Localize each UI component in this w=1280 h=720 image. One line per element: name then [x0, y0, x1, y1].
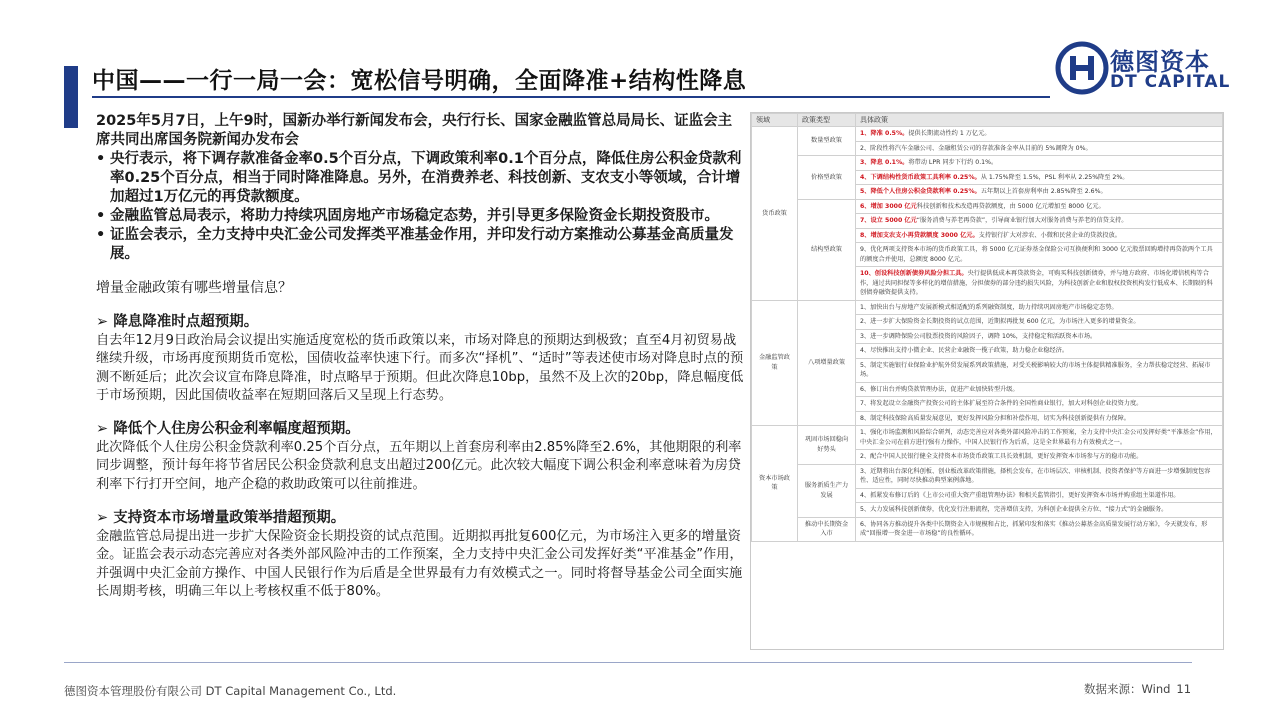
- table-header-cell: 政策类型: [798, 114, 856, 127]
- policy-text: 9、优化两项支持资本市场的货币政策工具，将 5000 亿元证券基金保险公司互换便利和 3000 亿元股票回购增持再贷款两个工具的额度合并使用，总额度 8000 亿元。: [860, 246, 1213, 263]
- data-source: 数据来源：Wind: [1084, 682, 1171, 696]
- policy-detail-cell: [856, 267, 1223, 301]
- policy-text: 提供长期流动性约 1 万亿元。: [908, 130, 991, 137]
- policy-domain-cell: 金融监管政策: [752, 300, 798, 426]
- footer-divider: [64, 662, 1192, 663]
- policy-text: 2、配合中国人民银行健全支持资本市场货币政策工具长效机制，更好发挥资本市场参与方的稳市功能。: [860, 453, 1143, 460]
- policy-text: 科技创新和技术改造再贷款额度，由 5000 亿元增加至 8000 亿元。: [916, 202, 1105, 210]
- key-point: • 央行表示，将下调存款准备金率0.5个百分点，下调政策利率0.1个百分点，降低住房公积金贷款利率0.25个百分点，相当于同时降准降息。另外，在消费养老、科技创新、支农支小等领域，合计增加超过1万亿元的再贷款额度。: [110, 150, 744, 207]
- policy-type-cell: 服务新质生产力发展: [798, 464, 856, 517]
- section-body: 自去年12月9日政治局会议提出实施适度宽松的货币政策以来，市场对降息的预期达到极致；直至4月初贸易战继续升级，市场再度预期货币宽松，国债收益率快速下行。而多次“择机”、“适时”等表述使市场对降息时点的预测不断延后；此次会议宣布降息降准，时点略早于预期。但此次降息10bp，虽然不及上次的20bp，降息幅度低于市场预期，因此国债收益率在短期回落后又呈现上行态势。: [96, 333, 744, 403]
- table-row: [752, 426, 1223, 450]
- key-point: • 证监会表示，全力支持中央汇金公司发挥类平准基金作用，并印发行动方案推动公募基金高质量发展。: [110, 226, 744, 264]
- policy-detail-cell: [856, 214, 1223, 229]
- table-row: [752, 156, 1223, 171]
- policy-type-cell: 数量型政策: [798, 127, 856, 156]
- table-header-cell: 具体政策: [856, 114, 1223, 127]
- policy-text: 5、大力发展科技创新债券，优化发行注册流程，完善增信支持，为科创企业提供全方位、“接力式”的金融服务。: [860, 506, 1168, 513]
- policy-text: 3、进一步调降保险公司股票投资的风险因子，调降 10%，支持稳定和活跃资本市场。: [860, 332, 1097, 340]
- policy-text: 4、抓紧发布修订后的《上市公司重大资产重组管理办法》和相关监管指引，更好发挥资本市场并购重组主渠道作用。: [860, 491, 1180, 499]
- policy-detail-cell: [856, 228, 1223, 243]
- policy-domain-cell: 货币政策: [752, 127, 798, 301]
- policy-detail-cell: [856, 517, 1223, 541]
- policy-detail-cell: [856, 464, 1223, 488]
- table-row: [752, 199, 1223, 214]
- policy-type-cell: 巩固市场回稳向好势头: [798, 426, 856, 465]
- policy-detail-cell: [856, 397, 1223, 412]
- policy-detail-cell: [856, 185, 1223, 200]
- policy-highlight: 10、创设科技创新债券风险分担工具。: [860, 270, 968, 277]
- policy-detail-cell: [856, 382, 1223, 397]
- key-point: • 金融监管总局表示，将助力持续巩固房地产市场稳定态势，并引导更多保险资金长期投资股市。: [110, 207, 744, 226]
- policy-text: 将带动 LPR 同步下行约 0.1%。: [908, 159, 998, 166]
- policy-type-cell: 推动中长期资金入市: [798, 517, 856, 541]
- policy-detail-cell: [856, 503, 1223, 518]
- table-row: [752, 300, 1223, 315]
- policy-text: 2、阶段性将汽车金融公司、金融租赁公司的存款准备金率从目前的 5%调降为 0%。: [860, 144, 1092, 152]
- policy-text: 6、修订出台并购贷款管理办法，促进产业加快转型升级。: [860, 385, 1019, 393]
- policy-table-image: [750, 112, 1224, 650]
- policy-table-body: [752, 127, 1223, 542]
- policy-detail-cell: [856, 426, 1223, 450]
- policy-highlight: 7、设立 5000 亿元: [860, 217, 917, 224]
- page-title: 中国——一行一局一会：宽松信号明确，全面降准+结构性降息: [92, 68, 747, 94]
- policy-text: 8、制定科技保险高质量发展意见，更好发挥风险分担和补偿作用，切实为科技创新提供有力保障。: [860, 414, 1130, 422]
- table-row: [752, 517, 1223, 541]
- left-text-column: [96, 112, 744, 601]
- policy-type-cell: 价格型政策: [798, 156, 856, 200]
- policy-detail-cell: [856, 315, 1223, 330]
- table-header-cell: 领域: [752, 114, 798, 127]
- table-row: [752, 127, 1223, 142]
- policy-text: 4、尽快推出支持小微企业、民营企业融资一揽子政策，助力稳企业稳经济。: [860, 347, 1069, 354]
- policy-detail-cell: [856, 141, 1223, 156]
- policy-detail-cell: [856, 488, 1223, 503]
- policy-detail-cell: [856, 300, 1223, 315]
- policy-highlight: 8、增加支农支小再贷款额度 3000 亿元。: [860, 231, 979, 239]
- footer-source-block: [1084, 681, 1191, 697]
- policy-detail-cell: [856, 156, 1223, 171]
- policy-text: 5、制定实施银行业保险业护航外贸发展系列政策措施，对受关税影响较大的市场主体提供精准服务，全力帮扶稳定经营、拓展市场。: [860, 361, 1211, 378]
- section-heading: ➢ 支持资本市场增量政策举措超预期。: [96, 510, 346, 527]
- key-points-list: [96, 150, 744, 264]
- policy-detail-cell: [856, 243, 1223, 267]
- section-heading: ➢ 降低个人住房公积金利率幅度超预期。: [96, 421, 360, 438]
- policy-text: 支持银行扩大对涉农、小微和民营企业的贷款投放。: [978, 231, 1121, 239]
- table-row: [752, 464, 1223, 488]
- policy-text: 1、加快出台与房地产发展新模式相适配的系列融资制度，助力持续巩固房地产市场稳定态势。: [860, 303, 1118, 311]
- policy-text: “服务消费与养老再贷款”，引导商业银行加大对服务消费与养老的信贷支持。: [916, 217, 1128, 224]
- logo-text-en: DT CAPITAL: [1110, 72, 1231, 92]
- section-question: 增量金融政策有哪些增量信息？: [96, 280, 292, 296]
- policy-text: 从 1.75%降至 1.5%，PSL 利率从 2.25%降至 2%。: [980, 173, 1129, 181]
- policy-domain-cell: 资本市场政策: [752, 426, 798, 542]
- section-heading: ➢ 降息降准时点超预期。: [96, 314, 259, 330]
- policy-detail-cell: [856, 411, 1223, 426]
- policy-detail-cell: [856, 170, 1223, 185]
- policy-type-cell: 结构型政策: [798, 199, 856, 300]
- page-number: 11: [1176, 682, 1192, 696]
- lead-paragraph: 2025年5月7日，上午9时，国新办举行新闻发布会，央行行长、国家金融监管总局局长、证监会主席共同出席国务院新闻办发布会: [96, 113, 733, 148]
- policy-text: 五年期以上首套房利率由 2.85%降至 2.6%。: [980, 188, 1107, 195]
- footer-company: 德图资本管理股份有限公司 DT Capital Management Co., Ltd.: [64, 684, 397, 698]
- policy-detail-cell: [856, 199, 1223, 214]
- policy-text: 1、强化市场监测和风险综合研判，动态完善应对各类外部风险冲击的工作预案，全力支持中央汇金公司发挥好类“平准基金”作用，中央汇金公司在前方进行强有力操作，中国人民银行作为后盾，这是全世界最有力有效模式之一。: [860, 429, 1217, 446]
- policy-detail-cell: [856, 358, 1223, 382]
- policy-highlight: 3、降息 0.1%。: [860, 159, 909, 166]
- policy-detail-cell: [856, 329, 1223, 344]
- table-header-row: [752, 114, 1223, 127]
- policy-highlight: 6、增加 3000 亿元: [860, 202, 917, 210]
- policy-highlight: 1、降准 0.5%。: [860, 130, 909, 137]
- policy-text: 6、协同各方推动提升各类中长期资金入市规模和占比，抓紧印发和落实《推动公募基金高质量发展行动方案》，今天就发布，形成“回报增一资金进一市场稳”的良性循环。: [860, 520, 1208, 537]
- section-body: 金融监管总局提出进一步扩大保险资金长期投资的试点范围。近期拟再批复600亿元，为市场注入更多的增量资金。证监会表示动态完善应对各类外部风险冲击的工作预案，全力支持中央汇金公司发挥好类“平准基金”作用，并强调中央汇金前方操作、中国人民银行作为后盾是全世界最有力有效模式之一。同时将督导基金公司全面实施长周期考核，明确三年以上考核权重不低于80%。: [96, 529, 743, 599]
- section-body: 此次降低个人住房公积金贷款利率0.25个百分点，五年期以上首套房利率由2.85%降至2.6%，其他期限的利率同步调整，预计每年将节省居民公积金贷款利息支出超过200亿元。此次较大幅度下调公积金利率意味着为房贷利率下行打开空间，地产企稳的救助政策可以往前推进。: [96, 440, 742, 492]
- logo-text-cn: 德图资本: [1110, 48, 1210, 76]
- policy-type-cell: 八项增量政策: [798, 300, 856, 426]
- policy-detail-cell: [856, 344, 1223, 359]
- policy-highlight: 4、下调结构性货币政策工具利率 0.25%。: [860, 173, 981, 181]
- title-divider: [92, 96, 1050, 98]
- policy-text: 2、进一步扩大保险资金长期投资的试点范围，近期拟再批复 600 亿元，为市场注入更多的增量资金。: [860, 318, 1140, 325]
- policy-table: [751, 113, 1223, 542]
- policy-text: 3、近期将出台深化科创板、创业板改革政策措施，择机会发布，在市场层次、审核机制、投资者保护等方面进一步增强制度包容性、适应性，同时尽快推动典型案例落地。: [860, 467, 1211, 484]
- policy-highlight: 5、降低个人住房公积金贷款利率 0.25%。: [860, 188, 981, 195]
- policy-detail-cell: [856, 127, 1223, 142]
- policy-text: 央行提供低成本再贷款资金，可购买科技创新债券，并与地方政府、市场化增信机构等合作，通过共同担保等多样化的增信措施，分担债券的部分违约损失风险，为科技创新企业和股权投资机构发行低成本、长期限的科创债券融资提供支持。: [860, 270, 1213, 296]
- title-accent-bar: [64, 66, 78, 128]
- policy-detail-cell: [856, 450, 1223, 465]
- policy-text: 7、将发起设立金融资产投资公司的主体扩展至符合条件的全国性商业银行，加大对科创企业投资力度。: [860, 400, 1143, 407]
